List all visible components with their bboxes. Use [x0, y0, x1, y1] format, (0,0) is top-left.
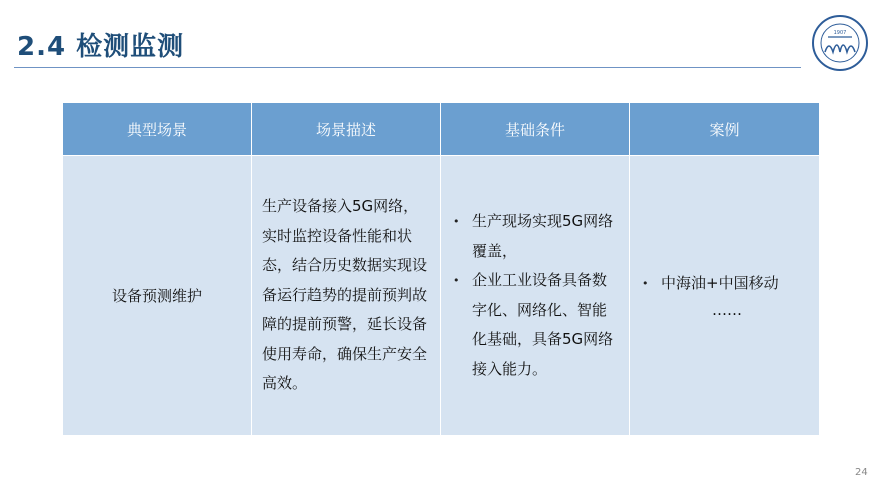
svg-text:1907: 1907	[833, 30, 847, 36]
scenario-table	[62, 102, 820, 436]
conditions-list	[441, 207, 629, 384]
title-divider	[14, 67, 801, 68]
page-number: 24	[855, 467, 868, 478]
university-logo	[811, 14, 869, 72]
table-row	[63, 156, 820, 436]
case-list	[630, 269, 819, 299]
header-typical-scenario: 典型场景	[63, 103, 252, 156]
condition-text: 企业工业设备具备数字化、网络化、智能化基础，具备5G网络接入能力。	[472, 271, 614, 378]
case-text: 中海油+中国移动	[661, 273, 779, 292]
description-cell: 生产设备接入5G网络，实时监控设备性能和状态，结合历史数据实现设备运行趋势的提前预判故障的提前预警，延长设备使用寿命，确保生产安全高效。	[252, 156, 441, 436]
header-basic-conditions: 基础条件	[441, 103, 630, 156]
scenario-cell: 设备预测维护	[63, 156, 252, 436]
list-item	[453, 207, 619, 266]
bullet-icon: •	[453, 215, 460, 228]
conditions-cell	[441, 156, 630, 436]
case-cell	[630, 156, 820, 436]
header-case: 案例	[630, 103, 820, 156]
bullet-icon: •	[642, 276, 649, 290]
condition-text: 生产现场实现5G网络覆盖，	[472, 212, 614, 260]
list-item	[453, 266, 619, 384]
case-more: ……	[712, 301, 742, 320]
header-scenario-description: 场景描述	[252, 103, 441, 156]
list-item	[642, 269, 809, 299]
bullet-icon: •	[453, 274, 460, 287]
slide-title: 2.4 检测监测	[17, 32, 185, 62]
table-header-row	[63, 103, 820, 156]
